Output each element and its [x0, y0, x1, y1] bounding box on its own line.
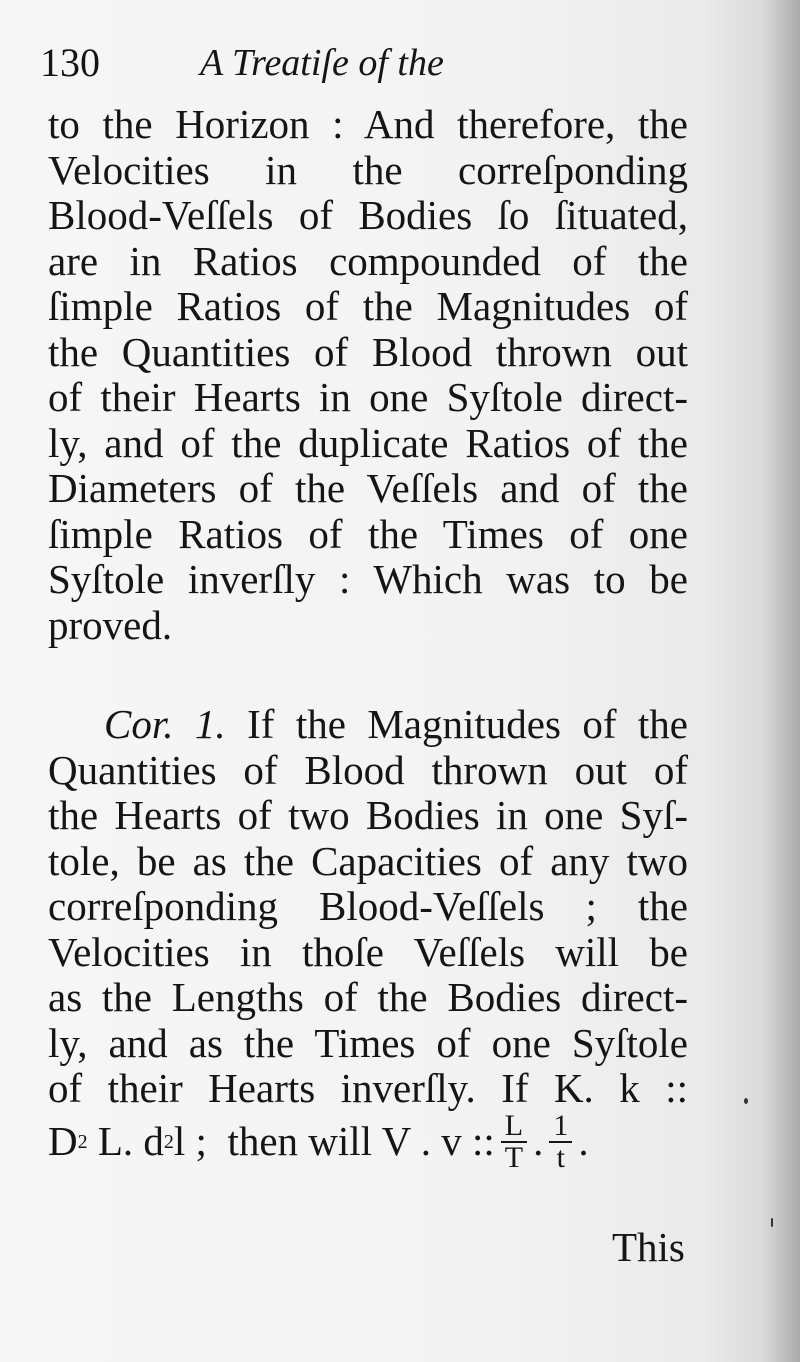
text-line: Diameters of the Veſſels and of the [48, 465, 688, 511]
text-line: as the Lengths of the Bodies direct- [48, 974, 688, 1020]
text-line: ſimple Ratios of the Magnitudes of [48, 283, 688, 329]
running-title: A Treatiſe of the [200, 42, 444, 84]
fraction-numerator: 1 [549, 1111, 572, 1143]
formula-l-low: l ; [173, 1117, 207, 1164]
page-header [40, 38, 720, 88]
text-line: of their Hearts inverſly. If K. k :: [48, 1065, 688, 1111]
text-line: of their Hearts in one Syſtole direct- [48, 374, 688, 420]
text-line: ſimple Ratios of the Times of one [48, 510, 688, 557]
text-line: Velocities in thoſe Veſſels will be [48, 928, 688, 975]
text-line: Quantities of Blood thrown out of [48, 746, 688, 793]
text-line: proved. [48, 601, 173, 648]
formula-end: . [578, 1117, 589, 1164]
formula-l: L. d [97, 1117, 164, 1164]
text-line: tole, be as the Capacities of any two [48, 837, 688, 884]
paragraph-2 [48, 702, 688, 1172]
text-line: Syſtole inverſly : Which was to be [48, 556, 688, 602]
catchword: This [612, 1224, 685, 1270]
text-line: to the Horizon : And therefore, the [48, 101, 688, 147]
text-line: are in Ratios compounded of the [48, 237, 688, 284]
ink-speck [771, 1218, 773, 1227]
text-line-rest: If the Magnitudes of the [247, 701, 689, 747]
formula-line: D 2 L. d 2 l ; then will V . v :: $\frac{L}{T}$ . $\frac{1}{t}$ . [48, 1108, 589, 1174]
fraction-denominator: T [504, 1140, 524, 1174]
text-line: Velocities in the correſponding [48, 146, 688, 193]
corollary-first-line [48, 702, 688, 748]
page-number: 130 [40, 40, 100, 85]
fraction-l-over-t [501, 1108, 527, 1174]
text-line: Blood-Veſſels of Bodies ſo ſituated, [48, 192, 688, 238]
text-line: correſponding Blood-Veſſels ; the [48, 883, 688, 929]
ink-speck [744, 1098, 748, 1104]
gutter-shadow [762, 0, 800, 1362]
text-line: ly, and as the Times of one Syſtole [48, 1019, 688, 1066]
fraction-1-over-t [549, 1108, 572, 1174]
formula-d: D [48, 1117, 78, 1164]
formula-separator: . [533, 1117, 544, 1164]
corollary-label: Cor. 1. [104, 701, 226, 747]
formula-then: then will V . v :: [227, 1117, 495, 1164]
paragraph-1 [48, 102, 688, 648]
text-line: the Hearts of two Bodies in one Syſ- [48, 792, 688, 838]
text-line: ly, and of the duplicate Ratios of the [48, 419, 688, 466]
fraction-numerator: L [501, 1111, 527, 1143]
text-line: the Quantities of Blood thrown out [48, 328, 688, 375]
fraction-denominator: t [556, 1140, 565, 1174]
